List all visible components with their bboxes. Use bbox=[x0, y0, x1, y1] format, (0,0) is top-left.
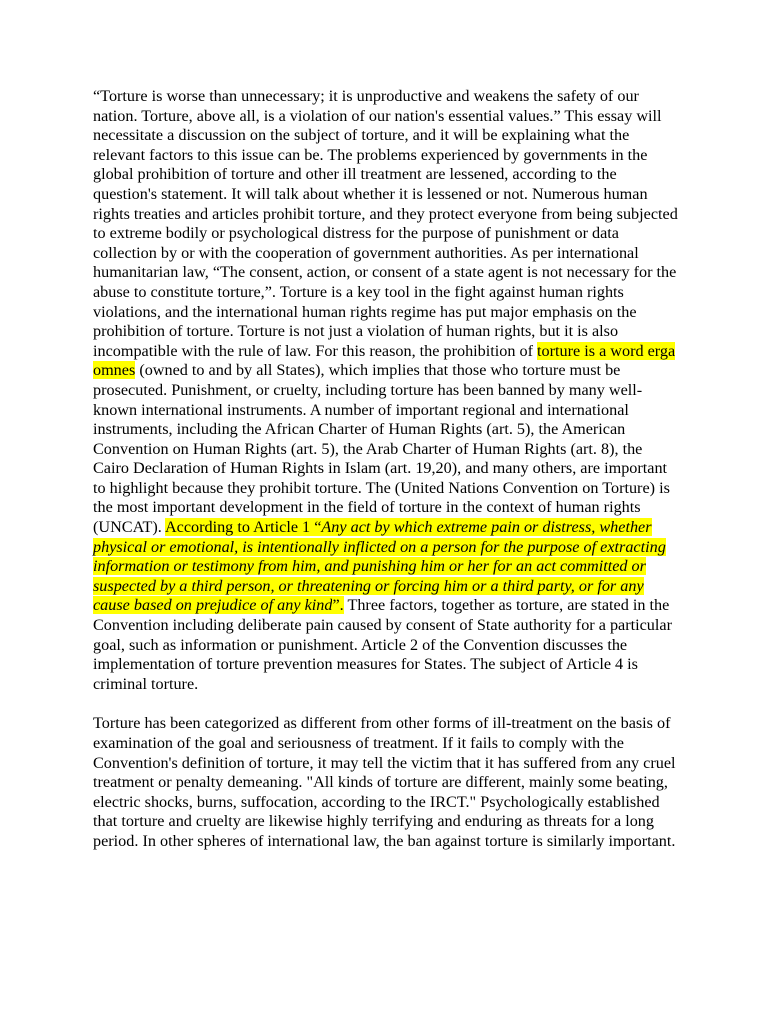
document-page bbox=[93, 87, 681, 852]
paragraph-1 bbox=[93, 87, 681, 694]
highlighted-article-1-intro: According to Article 1 “ bbox=[164, 518, 322, 537]
paragraph-2: Torture has been categorized as different from other forms of ill-treatment on the basis of examination of the goal and seriousness of treatment. If it fails to comply with the Convention's definition of torture, it may tell the victim that it has suffered from any cruel treatment or penalty demeaning. "All kinds of torture are different, mainly some beating, electric shocks, burns, suffocation, according to the IRCT." Psychologically established that torture and cruelty are likewise highly terrifying and enduring as threats for a long period. In other spheres of international law, the ban against torture is similarly important. bbox=[93, 714, 676, 850]
highlighted-article-1-quote: Any act by which extreme pain or distress, whether physical or emotional, is intentionally inflicted on a person for the purpose of extracting information or testimony from him, and punishing him or her for an act committed or suspected by a third person, or threatening or forcing him or a third party, or for any cause based on prejudice of any kind bbox=[93, 518, 666, 615]
paragraph-1-text-b: (owned to and by all States), which implies that those who torture must be prosecuted. Punishment, or cruelty, including torture has been banned by many well-known international instruments. A number of important regional and international instruments, including the African Charter of Human Rights (art. 5), the American Convention on Human Rights (art. 5), the Arab Charter of Human Rights (art. 8), the Cairo Declaration of Human Rights in Islam (art. 19,20), and many others, are important to highlight because they prohibit torture. The (United Nations Convention on Torture) is the most important development in the field of torture in the context of human rights (UNCAT). bbox=[93, 361, 670, 537]
highlighted-phrase-erga-omnes: torture is a word erga omnes bbox=[93, 341, 676, 380]
paragraph-1-text-a: “Torture is worse than unnecessary; it is unproductive and weakens the safety of our nation. Torture, above all, is a violation of our nation's essential values.” This essay will necessitate a discussion on the subject of torture, and it will be explaining what the relevant factors to this issue can be. The problems experienced by governments in the global prohibition of torture and other ill treatment are lessened, according to the question's statement. It will talk about whether it is lessened or not. Numerous human rights treaties and articles prohibit torture, and they protect everyone from being subjected to extreme bodily or psychological distress for the purpose of punishment or data collection by or with the cooperation of government authorities. As per international humanitarian law, “The consent, action, or consent of a state agent is not necessary for the abuse to constitute torture,”. Torture is a key tool in the fight against human rights violations, and the international human rights regime has put major emphasis on the prohibition of torture. Torture is not just a violation of human rights, but it is also incompatible with the rule of law. For this reason, the prohibition of bbox=[93, 87, 678, 360]
paragraph-1-text-c: Three factors, together as torture, are stated in the Convention including deliberate pain caused by consent of State authority for a particular goal, such as information or punishment. Article 2 of the Convention discusses the implementation of torture prevention measures for States. The subject of Article 4 is criminal torture. bbox=[93, 596, 672, 693]
highlighted-article-1-close: ”. bbox=[332, 596, 344, 615]
